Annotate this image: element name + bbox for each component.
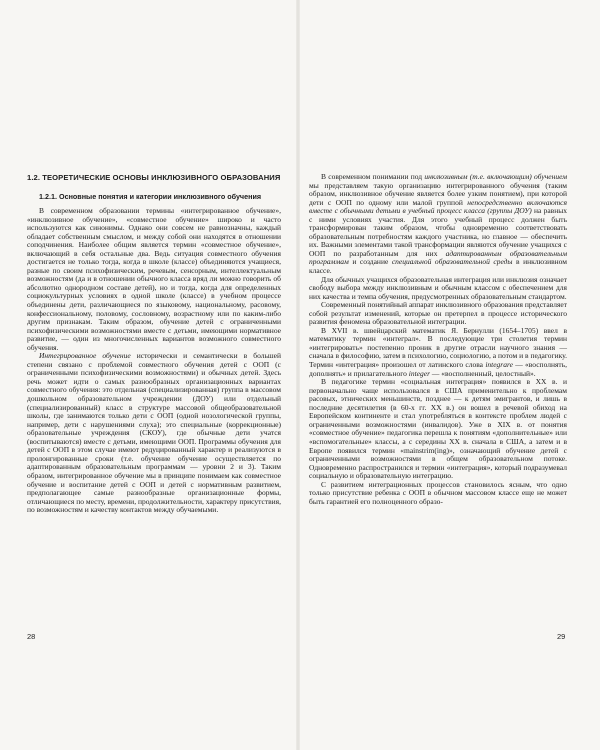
book-gutter [296,0,300,750]
latin-term: integer [408,368,431,378]
left-page-text [27,173,281,515]
page-number-left: 28 [27,632,36,641]
emphasis-run: непосредственно включаются вместе с обычными детьми в учебный процесс класса (группы ДОУ) [309,197,567,216]
term-integrated-learning: Интегрированное обучение [39,351,131,361]
section-heading: 1.2. ТЕОРЕТИЧЕСКИЕ ОСНОВЫ ИНКЛЮЗИВНОГО ОБРАЗОВАНИЯ [27,173,281,182]
left-paragraph-1: В современном образовании термины «интегрированное обучение», «инклюзивное обучение», «совместное обучение» широко и часто используются как синонимы. Однако они совсем не равнозначны, каждый обладает собственным смыслом, и между собой они находятся в отношении соподчинения. Наиболее общим является термин «совместное обучение», включающий в себя остальные два. Ведь ситуация совместного обучения достигается не только тогда, когда в школе (классе) объединяются учащиеся, разные по своим психофизическим, речевым, сенсорным, интеллектуальным возможностям (да и в отношении обычного класса вряд ли можно говорить об абсолютно однородном составе детей), но и тогда, когда для определенных социокультурных условиях в одной школе (классе) в учебном процессе объединены дети, различающиеся по языковому, национальному, расовому, конфессиональному, половому, сословному, возрастному или по каким-либо другим признакам. Таким образом, обучение детей с ограниченными психофизическими возможностями вместе с детьми, имеющими нормативное развитие, — один из многочисленных вариантов возможного совместного обучения. [27,206,281,352]
text-run: — «восполненный, целостный». [430,368,536,378]
page-number-right: 29 [557,632,566,641]
emphasis-run: адаптированным образовательным программам [309,248,567,267]
text-run: — «восполнять, дополнять» и прилагательного [309,360,567,378]
text-run: В XVII в. швейцарский математик Я. Бернулли (1654–1705) ввел в математику термин «интеграл». В последующие три столетия термин «интегрировать» постепенно проник в другие отрасли научного знания — сначала в философию, затем в психологию, социологию, а потом и в педагогику. Термин «интеграция» произошел от латинского слова [309,325,567,370]
right-paragraph-6: С развитием интеграционных процессов становилось ясным, что одно только присутствие ребенка с ООП в обычном массовом классе еще не может быть гарантией его полноценного образо- [309,479,567,506]
text-run: мы представляем такую организацию интегрированного обучения (таким образом, инклюзивное обучение является более узким понятием), при которой дети с ООП по одному или малой группой [309,180,567,207]
right-paragraph-3: Современный понятийный аппарат инклюзивного образования представляет собой результат изменений, которые он претерпел в процессе исторического развития феномена образовательной интеграции. [309,300,567,327]
right-paragraph-5: В педагогике термин «социальная интеграция» появился в XX в. и первоначально чаще использовался в США применительно к проблемам расовых, этнических меньшинств, позднее — к детям эмигрантов, и лишь в последние десятилетия (в 60-х гг. XX в.) он вошел в речевой обиход на Европейском континенте и стал употребляться в контексте проблем людей с ограниченными возможностями (инвалидов). Уже в XIX в. от понятия «совместное обучение» педагогика перешла к понятиям «дополнительные» или «вспомогательные» классы, а с середины XX в. сначала в США, а затем и в Европе появился термин «mainstrim(ing)», означающий обучение детей с ограниченными возможностями в общем образовательном потоке. Одновременно распространился и термин «интеграция», который подразумевал социальную и образовательную интеграцию. [309,377,567,481]
text-run: на равных с ними условиях участия. Для этого учебный процесс должен быть трансформирован таким образом, чтобы одновременно соответствовать образовательным потребностям каждого участника, но главное — обеспечить их. Важными элементами такой трансформации являются обучение учащихся с ООП по разработанным для них [309,206,568,258]
right-page [304,0,596,750]
left-page [0,0,292,750]
right-paragraph-2: Для обычных учащихся образовательная интеграция или инклюзия означает свободу выбора между инклюзивным и обычным классом с обеспечением для них качества и темпа обучения, предусмотренных образовательным стандартом. [309,274,567,301]
text-run: и создание [348,257,392,267]
subsection-heading: 1.2.1. Основные понятия и категории инклюзивного обучения [39,192,262,201]
left-paragraph-2 [27,352,281,514]
right-page-text [309,173,567,506]
text-run: В современном понимании под [321,172,425,181]
latin-term: integrare [485,360,513,370]
right-paragraph-1 [309,173,567,276]
left-paragraph-2-text: исторически и семантически в большей степени связано с проблемой совместного обучения детей с ООП (с ограниченными психофизическими возможностями) и обычных детей. Здесь речь может идти о самых разнообразных организационных вариантах совместного обучения: это отдельная (специализированная) группа в массовом дошкольном образовательном учреждении (ДОУ) или отдельный (специализированный) класс в структуре массовой общеобразовательной школы, где занимаются только дети с ООП (одной нозологической группы, например, дети с нарушениями слуха); это специальные (коррекционные) образовательные учреждения (СКОУ), где обычные дети учатся (воспитываются) вместе с детьми, имеющими ООП. Программы обучения для детей с ООП в этом случае имеют редуцированный характер и реализуются в пролонгированные сроки (т.е. обучение обучение осуществляется по адаптированным образовательным программам — уровни 2 и 3). Таким образом, интегрированное обучение мы в принципе понимаем как совместное обучение и воспитание детей с ООП и детей с нормативным развитием, предполагающее самые разнообразные организационные формы, отличающиеся по месту, времени, продолжительности, характеру присутствия, по возможностям и качеству контактов между обучаемыми. [27,351,281,515]
text-run: в инклюзивном классе. [309,257,567,276]
right-paragraph-4 [309,327,567,378]
emphasis-run: специальной образовательной среды [391,257,513,267]
term-inclusive-learning: инклюзивным (т.е. включающим) обучением [424,172,567,181]
